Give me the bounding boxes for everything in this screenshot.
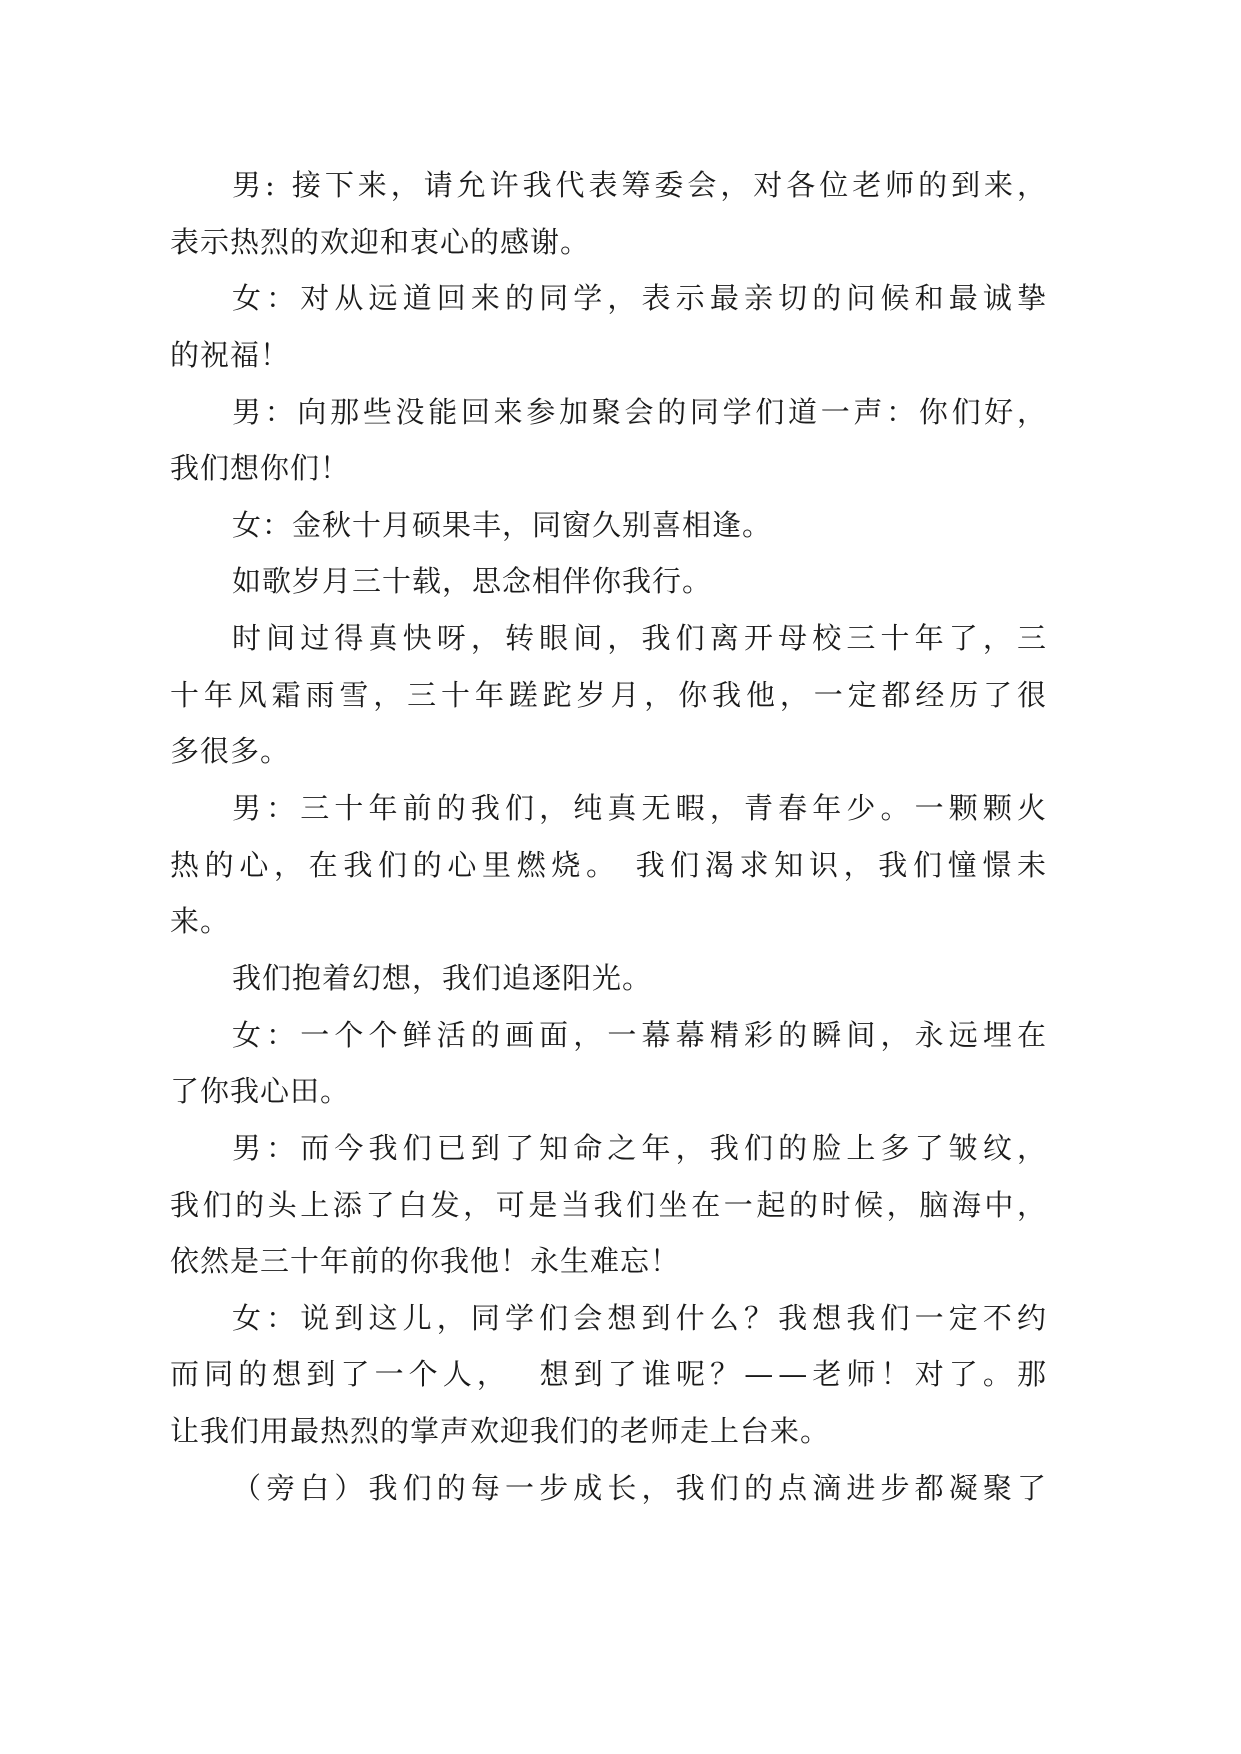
paragraph	[170, 610, 1052, 780]
text-line: 男：而今我们已到了知命之年，我们的脸上多了皱纹，	[232, 1130, 1052, 1165]
text-line: 让我们用最热烈的掌声欢迎我们的老师走上台来。	[170, 1414, 831, 1449]
text-line: 女：一个个鲜活的画面，一幕幕精彩的瞬间，永远埋在	[232, 1017, 1052, 1052]
text-line: 的祝福！	[170, 337, 291, 372]
text-line: 表示热烈的欢迎和衷心的感谢。	[170, 224, 591, 259]
paragraph	[170, 384, 1050, 497]
paragraph	[170, 1120, 1052, 1290]
paragraph	[170, 270, 1052, 383]
text-line: 男：三十年前的我们，纯真无暇，青春年少。一颗颗火	[232, 791, 1052, 826]
paragraph	[170, 950, 1046, 1007]
text-line: 我们抱着幻想，我们追逐阳光。	[232, 960, 653, 995]
text-line: 热的心，在我们的心里燃烧。 我们渴求知识，我们憧憬未	[170, 847, 1052, 882]
text-line: 时间过得真快呀，转眼间，我们离开母校三十年了，三	[232, 621, 1052, 656]
paragraph	[170, 1460, 1052, 1517]
text-line: 男：向那些没能回来参加聚会的同学们道一声：你们好，	[232, 394, 1050, 429]
paragraph	[170, 497, 1046, 554]
paragraph	[170, 780, 1052, 950]
text-line: 了你我心田。	[170, 1074, 351, 1109]
text-line: 多很多。	[170, 734, 291, 769]
text-line: （旁白）我们的每一步成长，我们的点滴进步都凝聚了	[232, 1470, 1052, 1505]
text-line: 女：说到这儿，同学们会想到什么？我想我们一定不约	[232, 1300, 1052, 1335]
paragraph	[170, 1007, 1052, 1120]
text-line: 女：对从远道回来的同学，表示最亲切的问候和最诚挚	[232, 281, 1052, 316]
text-line: 来。	[170, 904, 231, 939]
paragraph	[170, 1290, 1052, 1460]
text-line: 依然是三十年前的你我他！永生难忘！	[170, 1244, 681, 1279]
paragraph	[170, 553, 1046, 610]
text-line: 十年风霜雨雪，三十年蹉跎岁月，你我他，一定都经历了很	[170, 677, 1051, 712]
text-line: 如歌岁月三十载，思念相伴你我行。	[232, 564, 713, 599]
text-line: 我们的头上添了白发，可是当我们坐在一起的时候，脑海中，	[170, 1187, 1050, 1222]
text-line: 我们想你们！	[170, 451, 351, 486]
document-body	[170, 157, 1052, 1516]
text-line: 女：金秋十月硕果丰，同窗久别喜相逢。	[232, 507, 773, 542]
paragraph	[170, 157, 1050, 270]
text-line: 而同的想到了一个人， 想到了谁呢？——老师！对了。那	[170, 1357, 1052, 1392]
text-line: 男: 接下来，请允许我代表筹委会，对各位老师的到来，	[232, 168, 1050, 202]
